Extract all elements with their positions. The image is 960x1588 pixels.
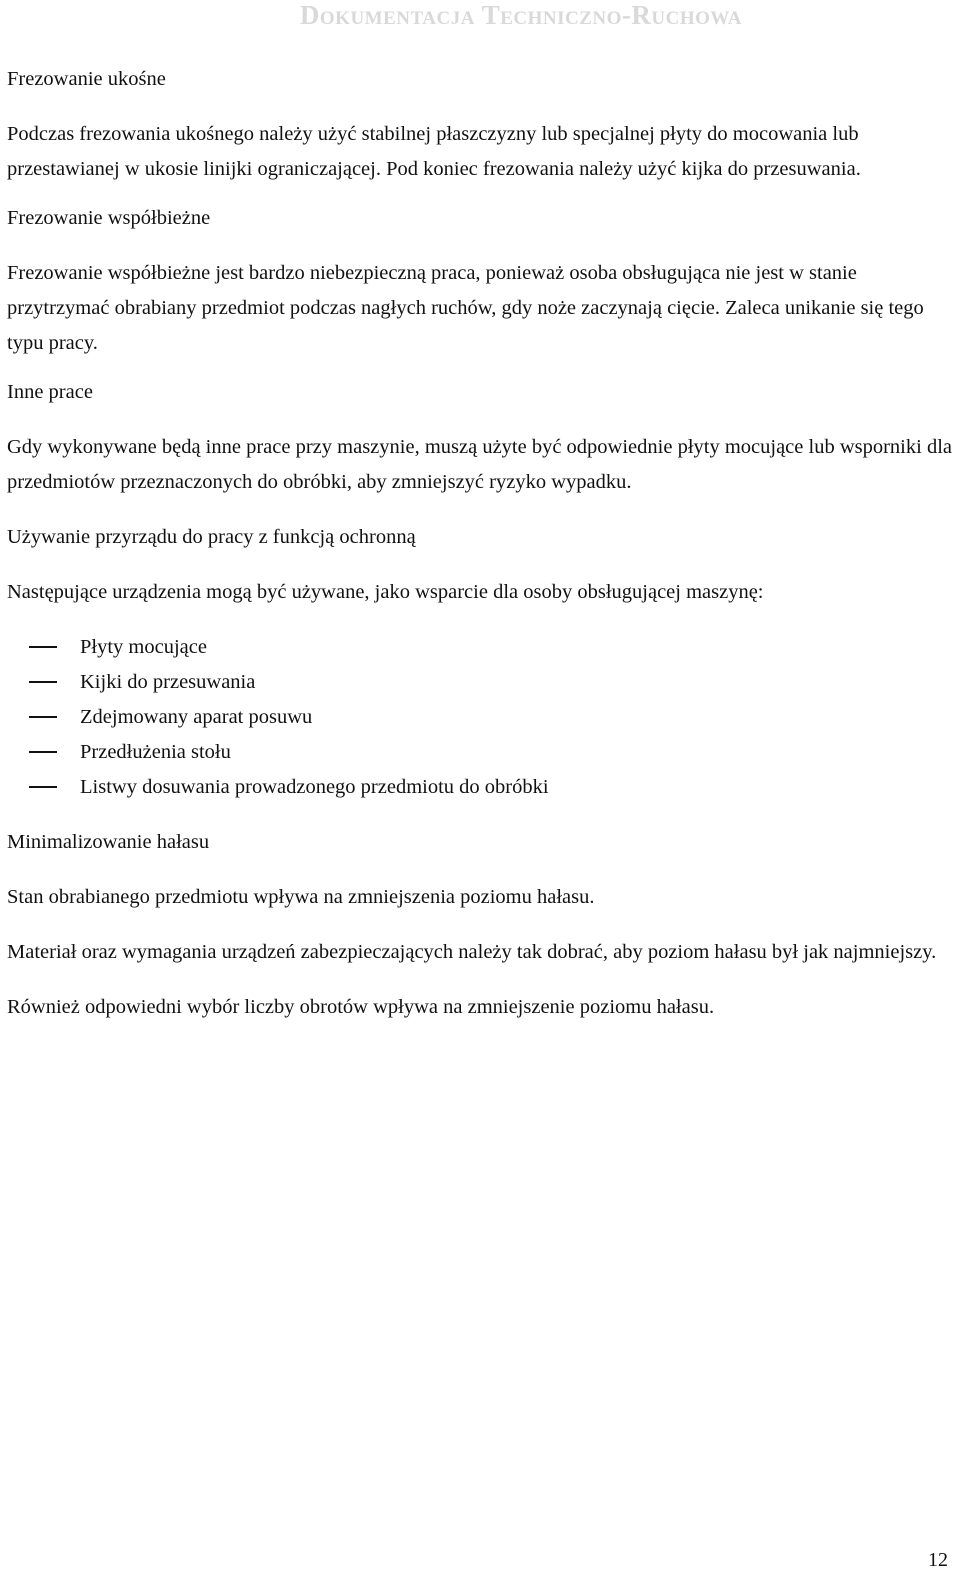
dash-bullet-icon [29,716,57,718]
section-text-inne-prace: Gdy wykonywane będą inne prace przy maszynie, muszą użyte być odpowiednie płyty mocujące lub wsporniki dla przedmiotów przeznaczonych do obróbki, aby zmniejszyć ryzyko wypadku. [7,436,952,493]
dash-bullet-icon [29,751,57,753]
section-text-frezowanie-wspolbiezne: Frezowanie współbieżne jest bardzo niebezpieczną praca, ponieważ osoba obsługująca nie jest w stanie przytrzymać obrabiany przedmiot podczas nagłych ruchów, gdy noże zaczynają cięcie. Zaleca unikanie się tego typu pracy. [7,262,924,354]
list-item [7,735,953,770]
section-text-halas-1: Stan obrabianego przedmiotu wpływa na zmniejszenia poziomu hałasu. [7,886,595,908]
section-text-halas-3: Również odpowiedni wybór liczby obrotów wpływa na zmniejszenie poziomu hałasu. [7,996,715,1018]
dash-bullet-icon [29,786,57,788]
list-item-label: Listwy dosuwania prowadzonego przedmiotu do obróbki [80,776,549,798]
dash-bullet-icon [29,681,57,683]
section-title-inne-prace: Inne prace [7,381,93,403]
list-item [7,700,953,735]
list-item-label: Kijki do przesuwania [80,671,256,693]
section-title-przyrzady: Używanie przyrządu do pracy z funkcją ochronną [7,526,416,548]
page-header: Dokumentacja Techniczno-Ruchowa [299,0,742,30]
section-title-frezowanie-ukosne: Frezowanie ukośne [7,68,166,90]
list-item-label: Zdejmowany aparat posuwu [80,706,313,728]
dash-bullet-icon [29,646,57,648]
document-body [7,62,953,1045]
section-text-frezowanie-ukosne: Podczas frezowania ukośnego należy użyć stabilnej płaszczyzny lub specjalnej płyty do mocowania lub przestawianej w ukosie linijki ograniczającej. Pod koniec frezowania należy użyć kijka do przesuwania. [7,123,861,180]
list-item [7,665,953,700]
section-text-przyrzady: Następujące urządzenia mogą być używane, jako wsparcie dla osoby obsługującej maszynę: [7,581,764,603]
section-title-halas: Minimalizowanie hałasu [7,831,210,853]
list-item [7,770,953,805]
list-item-label: Przedłużenia stołu [80,741,231,763]
section-text-halas-2: Materiał oraz wymagania urządzeń zabezpieczających należy tak dobrać, aby poziom hałasu był jak najmniejszy. [7,941,937,963]
page-number: 12 [928,1549,948,1571]
equipment-list [7,630,953,805]
list-item [7,630,953,665]
section-title-frezowanie-wspolbiezne: Frezowanie współbieżne [7,207,211,229]
list-item-label: Płyty mocujące [80,636,207,658]
